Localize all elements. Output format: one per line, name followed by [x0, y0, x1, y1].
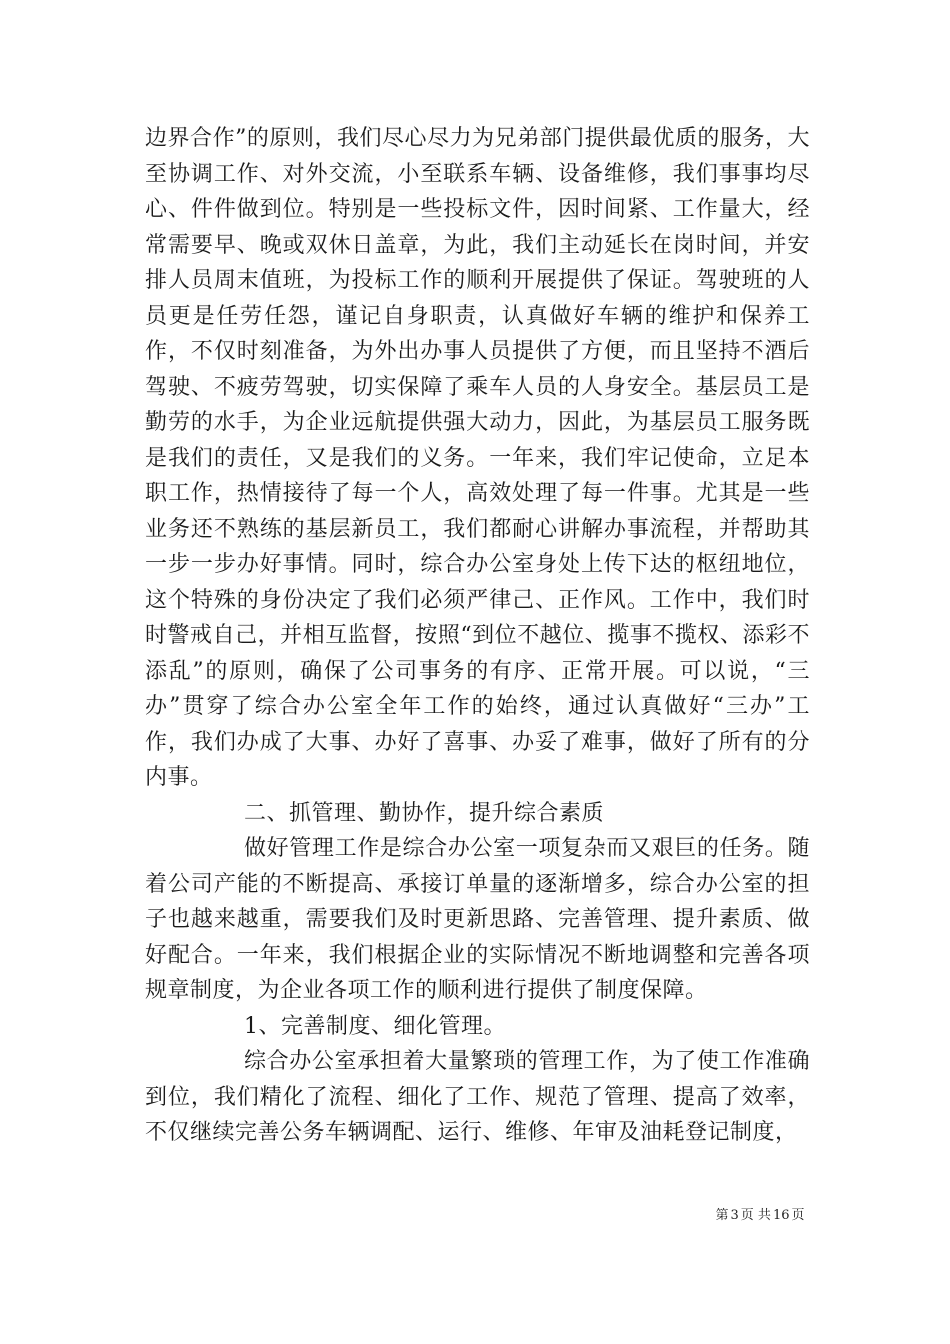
footer-middle: 页 共 — [740, 1208, 771, 1223]
paragraph-management: 做好管理工作是综合办公室一项复杂而又艰巨的任务。随着公司产能的不断提高、承接订单量的逐渐增多，综合办公室的担子也越来越重，需要我们及时更新思路、完善管理、提升素质、做好配合。一年来，我们根据企业的实际情况不断地调整和完善各项规章制度，为企业各项工作的顺利进行提供了制度保障。 — [145, 836, 810, 1003]
paragraph-detail: 综合办公室承担着大量繁琐的管理工作，为了使工作准确到位，我们精化了流程、细化了工作、规范了管理、提高了效率，不仅继续完善公务车辆调配、运行、维修、年审及油耗登记制度， — [145, 1049, 810, 1145]
paragraph-continuation: 边界合作”的原则，我们尽心尽力为兄弟部门提供最优质的服务，大至协调工作、对外交流，小至联系车辆、设备维修，我们事事均尽心、件件做到位。特别是一些投标文件，因时间紧、工作量大，经常需要早、晚或双休日盖章，为此，我们主动延长在岗时间，并安排人员周末值班，为投标工作的顺利开展提供了保证。驾驶班的人员更是任劳任怨，谨记自身职责，认真做好车辆的维护和保养工作，不仅时刻准备，为外出办事人员提供了方便，而且坚持不酒后驾驶、不疲劳驾驶，切实保障了乘车人员的人身安全。基层员工是勤劳的水手，为企业远航提供强大动力，因此，为基层员工服务既是我们的责任，又是我们的义务。一年来，我们牢记使命，立足本职工作，热情接待了每一个人，高效处理了每一件事。尤其是一些业务还不熟练的基层新员工，我们都耐心讲解办事流程，并帮助其一步一步办好事情。同时，综合办公室身处上传下达的枢纽地位，这个特殊的身份决定了我们必须严律己、正作风。工作中，我们时时警戒自己，并相互监督，按照“到位不越位、揽事不揽权、添彩不添乱”的原则，确保了公司事务的有序、正常开展。可以说，“三办”贯穿了综合办公室全年工作的始终，通过认真做好“三办”工作，我们办成了大事、办好了喜事、办妥了难事，做好了所有的分内事。 — [145, 126, 810, 790]
page-number: 3 — [730, 1208, 739, 1223]
page-footer — [0, 1204, 950, 1223]
footer-suffix: 页 — [791, 1208, 805, 1223]
footer-prefix: 第 — [715, 1208, 729, 1223]
total-pages: 16 — [772, 1208, 790, 1223]
document-body — [145, 121, 810, 1151]
section-heading: 二、抓管理、勤协作，提升综合素质 — [244, 800, 605, 826]
subsection-heading: 1、完善制度、细化管理。 — [244, 1013, 506, 1039]
